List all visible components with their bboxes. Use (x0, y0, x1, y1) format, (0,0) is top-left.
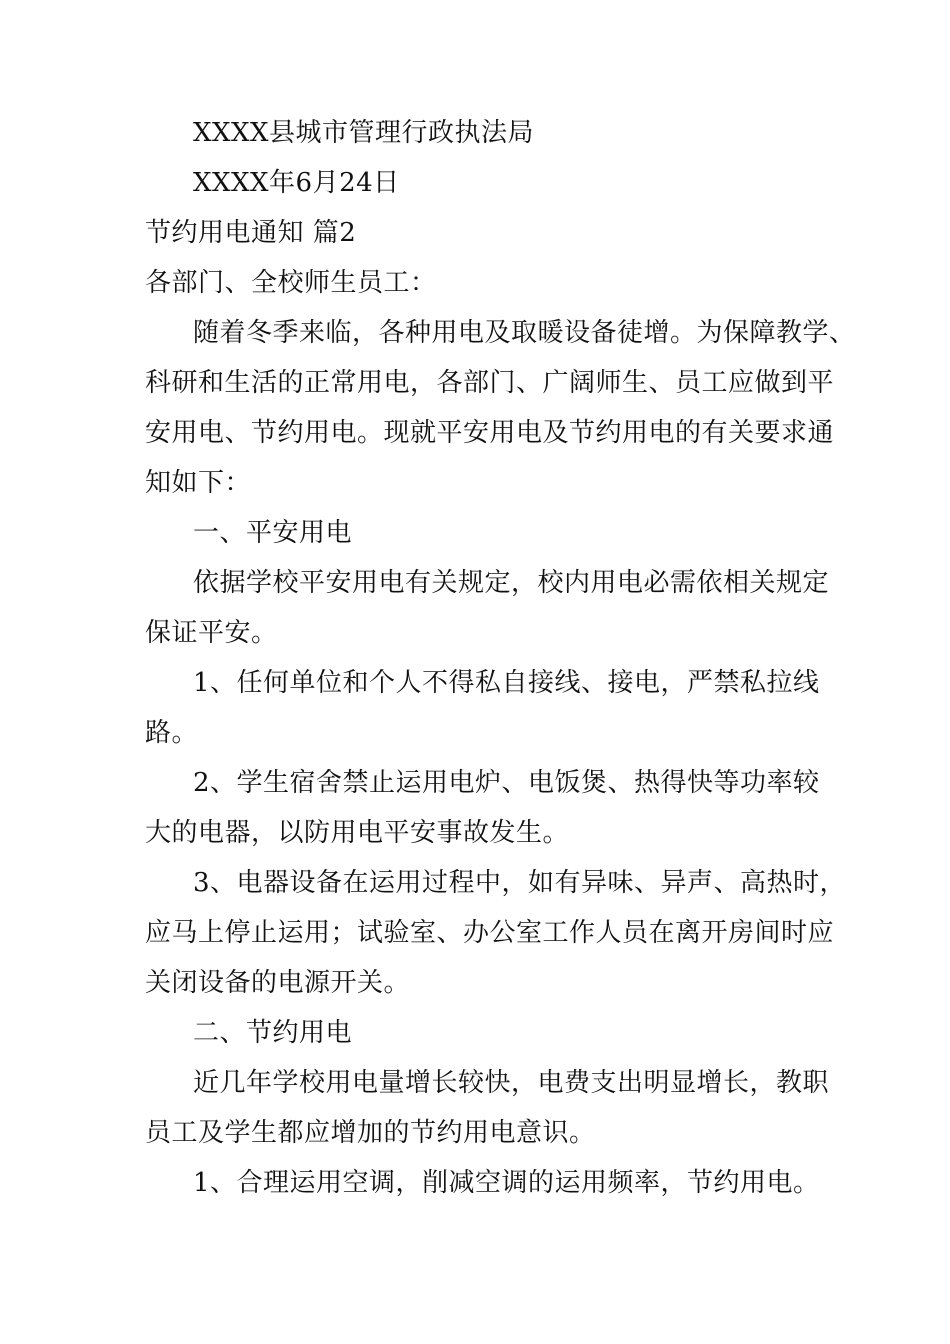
section-heading: 二、节约用电 (193, 1018, 353, 1048)
paragraph-line: 安用电、节约用电。现就平安用电及节约用电的有关要求通 (145, 418, 835, 448)
date-line: XXXX年6月24日 (193, 168, 400, 198)
section-heading: 一、平安用电 (193, 518, 353, 548)
paragraph-line: 保证平安。 (145, 618, 278, 648)
list-item-line: 关闭设备的电源开关。 (145, 968, 411, 998)
paragraph-line: 科研和生活的正常用电，各部门、广阔师生、员工应做到平 (145, 368, 835, 398)
paragraph-line: 员工及学生都应增加的节约用电意识。 (145, 1118, 596, 1148)
notice-title: 节约用电通知 篇2 (145, 218, 357, 248)
list-item-line: 2、学生宿舍禁止运用电炉、电饭煲、热得快等功率较 (193, 768, 820, 798)
list-item-line: 1、任何单位和个人不得私自接线、接电，严禁私拉线 (193, 668, 820, 698)
paragraph-line: 随着冬季来临，各种用电及取暖设备徒增。为保障教学、 (193, 318, 856, 348)
salutation: 各部门、全校师生员工： (145, 268, 437, 298)
list-item-line: 大的电器，以防用电平安事故发生。 (145, 818, 570, 848)
issuer-line: XXXX县城市管理行政执法局 (193, 118, 535, 148)
list-item-line: 3、电器设备在运用过程中，如有异味、异声、高热时， (193, 868, 847, 898)
paragraph-line: 近几年学校用电量增长较快，电费支出明显增长，教职 (193, 1068, 830, 1098)
list-item-line: 路。 (145, 718, 199, 748)
paragraph-line: 知如下： (145, 468, 252, 498)
list-item-line: 1、合理运用空调，削减空调的运用频率，节约用电。 (193, 1168, 820, 1198)
list-item-line: 应马上停止运用；试验室、办公室工作人员在离开房间时应 (145, 918, 835, 948)
paragraph-line: 依据学校平安用电有关规定，校内用电必需依相关规定 (193, 568, 830, 598)
